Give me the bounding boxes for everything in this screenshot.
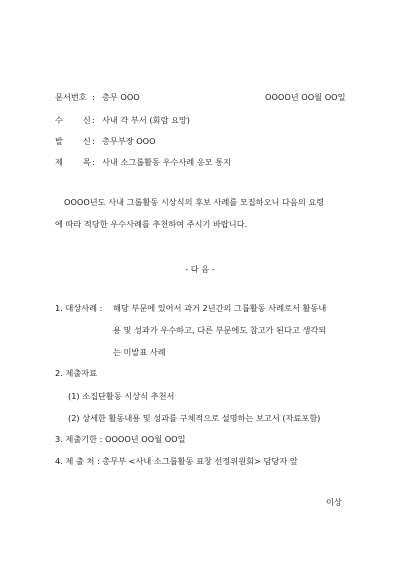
sender-label-char: 신 — [82, 136, 91, 146]
sender-label — [55, 135, 91, 147]
sender-value: 총무부장 OOO — [102, 136, 156, 146]
item1-label: 1. 대상사례 : — [55, 303, 103, 313]
recipient-label — [55, 114, 91, 126]
subject-label-char: 제 — [55, 157, 63, 167]
doc-number-colon: : — [92, 92, 95, 102]
sender-label-char: 발 — [55, 136, 63, 146]
recipient-label-char: 신 — [82, 115, 91, 125]
doc-date: OOOO년 OO월 OO일 — [265, 92, 346, 102]
doc-number-value: 총무 OOO — [102, 92, 140, 102]
item2-sub-1: (1) 소집단활동 시상식 추천서 — [68, 391, 175, 401]
intro-line-2: 에 따라 적당한 우수사례를 추천하여 주시기 바랍니다. — [55, 219, 248, 229]
center-heading: - 다 음 - — [185, 264, 215, 274]
closing-text: 이상 — [326, 497, 342, 507]
subject-label — [55, 156, 91, 168]
subject-label-char: 목 — [82, 157, 91, 167]
item1-line-1: 해당 부문에 있어서 과거 2년간의 그룹활동 사례로서 활동내 — [113, 303, 327, 313]
recipient-value: 사내 각 부서 (회람 요망) — [102, 115, 190, 125]
intro-line-1: OOOO년도 사내 그룹활동 시상식의 후보 사례를 모집하오니 다음의 요령 — [64, 197, 325, 207]
item2-label: 2. 제출자료 — [55, 368, 98, 378]
item3: 3. 제출기한 : OOOO년 OO월 OO일 — [55, 434, 186, 444]
sender-colon: : — [92, 136, 95, 146]
recipient-label-char: 수 — [55, 115, 63, 125]
item4: 4. 제 출 처 : 총무부 <사내 소그룹활동 표창 선정위원회> 담당자 앞 — [55, 456, 298, 466]
subject-colon: : — [92, 157, 95, 167]
recipient-colon: : — [92, 115, 95, 125]
subject-value: 사내 소그룹활동 우수사례 응모 통지 — [102, 157, 232, 167]
item2-sub-2: (2) 상세한 활동내용 및 성과를 구체적으로 설명하는 보고서 (자료포함) — [68, 413, 321, 423]
item1-line-3: 는 미발표 사례 — [113, 347, 166, 357]
doc-number-label: 문서번호 — [55, 92, 87, 102]
item1-line-2: 용 및 성과가 우수하고, 다른 부문에도 참고가 된다고 생각되 — [113, 325, 327, 335]
